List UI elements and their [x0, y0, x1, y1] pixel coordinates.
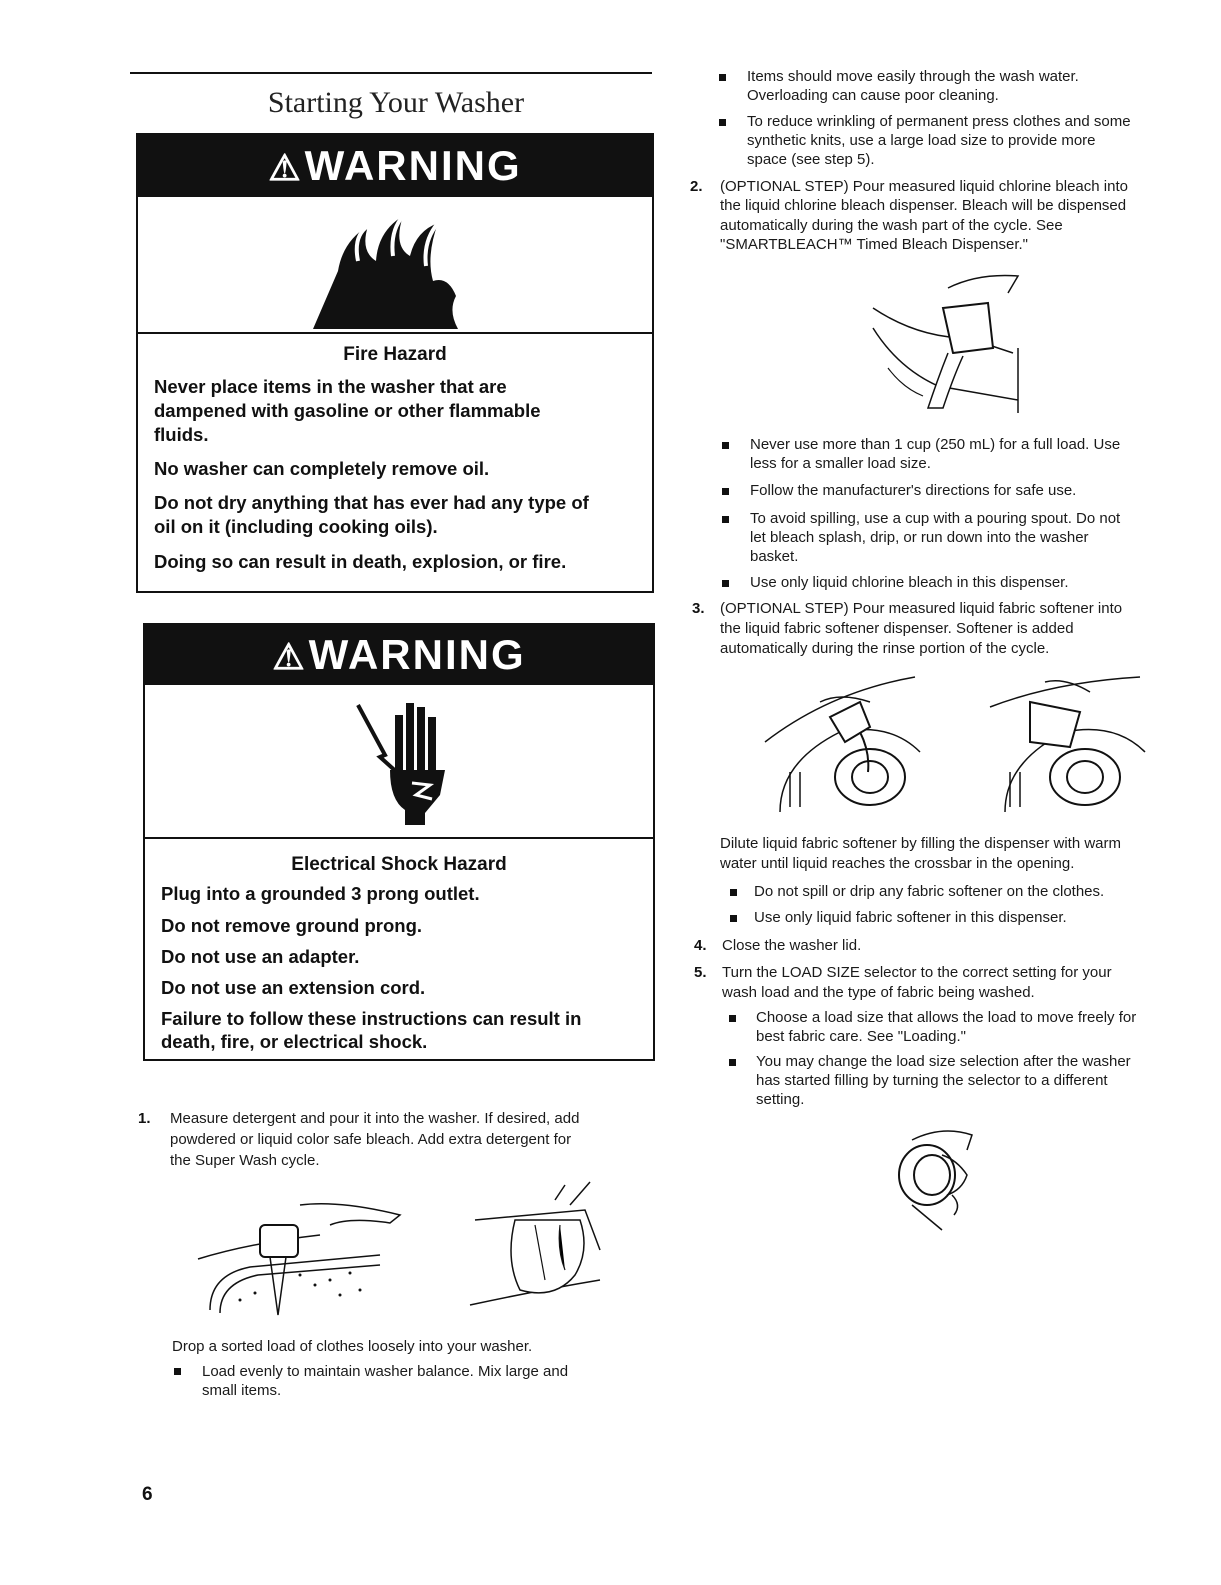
bullet-text: Items should move easily through the wash water. — [747, 68, 1079, 85]
step-number: 3. — [692, 600, 705, 617]
load-size-selector-illustration — [892, 1125, 982, 1235]
warning-text: Plug into a grounded 3 prong outlet. — [161, 883, 480, 904]
warning-text: Do not use an extension cord. — [161, 977, 426, 998]
bleach-pouring-illustration — [868, 268, 1048, 423]
bullet — [722, 442, 729, 449]
fire-icon — [298, 201, 478, 336]
warning-label: WARNING — [304, 142, 522, 189]
bullet — [719, 119, 726, 126]
bullet-text: less for a smaller load size. — [750, 455, 931, 472]
dilute-text: Dilute liquid fabric softener by filling the dispenser with warm — [720, 835, 1122, 852]
hazard-title: Electrical Shock Hazard — [291, 854, 507, 875]
warning-text: death, fire, or electrical shock. — [161, 1031, 428, 1052]
step-text: the liquid chlorine bleach dispenser. Bleach will be dispensed — [720, 197, 1127, 214]
shock-warning-box — [143, 623, 655, 1061]
step-text: "SMARTBLEACH™ Timed Bleach Dispenser." — [720, 236, 1028, 253]
bullet-text: space (see step 5). — [747, 151, 875, 168]
bullet-text: best fabric care. See "Loading." — [756, 1028, 966, 1045]
step-text: (OPTIONAL STEP) Pour measured liquid fabric softener into — [720, 600, 1123, 617]
bullet — [729, 1059, 736, 1066]
warning-label: WARNING — [308, 631, 526, 678]
bullet — [722, 516, 729, 523]
bullet-text: let bleach splash, drip, or run down into the washer — [750, 529, 1089, 546]
step-text: wash load and the type of fabric being washed. — [722, 984, 1035, 1001]
warning-text: dampened with gasoline or other flammable — [154, 400, 541, 421]
fire-warning-box — [136, 133, 654, 593]
page-number: 6 — [142, 1484, 153, 1505]
step-text: the Super Wash cycle. — [170, 1152, 320, 1169]
warning-text: Do not dry anything that has ever had any type of — [154, 492, 589, 513]
hazard-title: Fire Hazard — [343, 344, 447, 365]
warning-divider — [145, 837, 653, 839]
bullet-text: You may change the load size selection after the washer — [756, 1053, 1131, 1070]
warning-text: Do not remove ground prong. — [161, 915, 423, 936]
dilute-text: water until liquid reaches the crossbar in the opening. — [720, 855, 1075, 872]
softener-cup-illustration — [985, 672, 1155, 817]
step-text: (OPTIONAL STEP) Pour measured liquid chlorine bleach into — [720, 178, 1128, 195]
detergent-pouring-illustration — [190, 1195, 420, 1325]
bullet-text: To avoid spilling, use a cup with a pouring spout. Do not — [750, 510, 1121, 527]
softener-bottle-illustration — [760, 672, 930, 817]
bullet — [722, 580, 729, 587]
warning-triangle-icon: ⚠ — [272, 636, 307, 677]
bullet-text: To reduce wrinkling of permanent press clothes and some — [747, 113, 1131, 130]
bullet — [174, 1368, 181, 1375]
bullet-text: Use only liquid chlorine bleach in this dispenser. — [750, 574, 1069, 591]
bullet-text: Follow the manufacturer's directions for safe use. — [750, 482, 1077, 499]
bullet-text: Never use more than 1 cup (250 mL) for a full load. Use — [750, 436, 1121, 453]
bullet — [722, 488, 729, 495]
bullet — [729, 1015, 736, 1022]
step-text: powdered or liquid color safe bleach. Add extra detergent for — [170, 1131, 572, 1148]
step-number: 2. — [690, 178, 703, 195]
bullet — [719, 74, 726, 81]
step1-after-text: Drop a sorted load of clothes loosely into your washer. — [172, 1338, 533, 1355]
warning-text: Doing so can result in death, explosion, or fire. — [154, 551, 567, 572]
warning-banner — [138, 135, 652, 197]
warning-text: Failure to follow these instructions can result in — [161, 1008, 582, 1029]
step-text: automatically during the rinse portion of the cycle. — [720, 640, 1050, 657]
bullet-text: Overloading can cause poor cleaning. — [747, 87, 999, 104]
warning-banner — [145, 625, 653, 685]
warning-divider — [138, 332, 652, 334]
bullet-text: small items. — [202, 1382, 282, 1399]
electric-shock-icon — [350, 695, 460, 830]
title-rule — [130, 72, 652, 74]
step-number: 1. — [138, 1110, 151, 1127]
step-text: automatically during the wash part of the cycle. See — [720, 217, 1063, 234]
warning-text: oil on it (including cooking oils). — [154, 516, 438, 537]
bullet — [730, 915, 737, 922]
step-number: 5. — [694, 964, 707, 981]
warning-text: Never place items in the washer that are — [154, 376, 507, 397]
bullet-text: Do not spill or drip any fabric softener on the clothes. — [754, 883, 1105, 900]
bullet-text: Use only liquid fabric softener in this dispenser. — [754, 909, 1067, 926]
bullet-text: Choose a load size that allows the load to move freely for — [756, 1009, 1137, 1026]
step-text: the liquid fabric softener dispenser. Softener is added — [720, 620, 1074, 637]
warning-triangle-icon: ⚠ — [268, 147, 303, 188]
warning-text: fluids. — [154, 424, 209, 445]
bullet-text: synthetic knits, use a large load size to provide more — [747, 132, 1096, 149]
warning-text: Do not use an adapter. — [161, 946, 360, 967]
step-text: Turn the LOAD SIZE selector to the correct setting for your — [722, 964, 1112, 981]
bullet-text: setting. — [756, 1091, 805, 1108]
step-text: Measure detergent and pour it into the washer. If desired, add — [170, 1110, 580, 1127]
bullet — [730, 889, 737, 896]
clothes-in-washer-illustration — [465, 1180, 615, 1315]
bullet-text: Load evenly to maintain washer balance. Mix large and — [202, 1363, 569, 1380]
bullet-text: basket. — [750, 548, 799, 565]
bullet-text: has started filling by turning the selector to a different — [756, 1072, 1108, 1089]
warning-text: No washer can completely remove oil. — [154, 458, 490, 479]
page-title: Starting Your Washer — [267, 86, 525, 119]
step-number: 4. — [694, 937, 707, 954]
step-text: Close the washer lid. — [722, 937, 862, 954]
